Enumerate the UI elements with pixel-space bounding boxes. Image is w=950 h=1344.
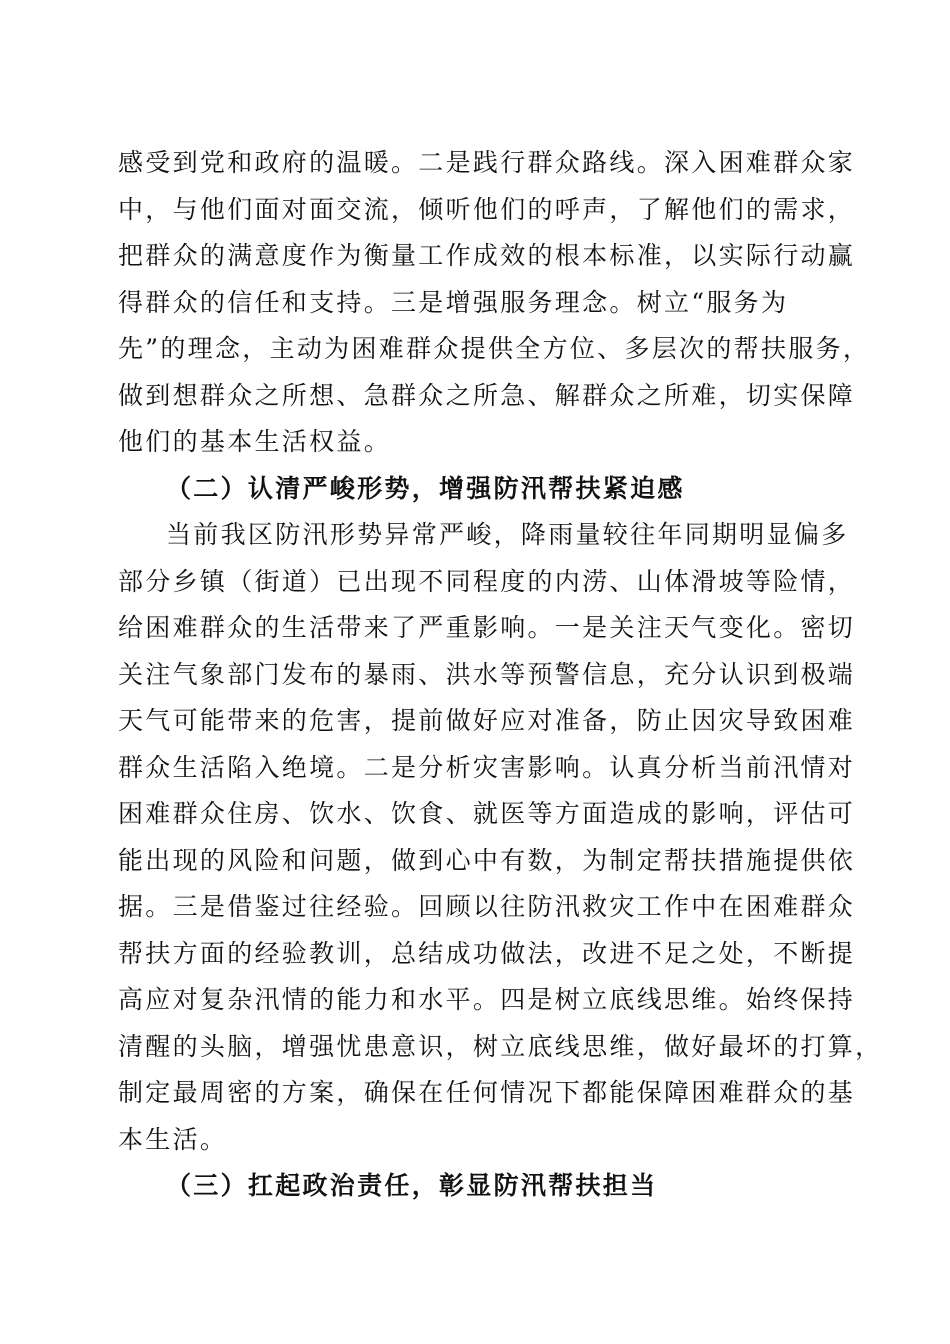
text-line: 做到想群众之所想、急群众之所急、解群众之所难，切实保障 <box>118 380 856 410</box>
text-line: 部分乡镇（街道）已出现不同程度的内涝、山体滑坡等险情， <box>118 566 856 596</box>
paragraph-start: 当前我区防汛形势异常严峻，降雨量较往年同期明显偏多 <box>166 520 849 549</box>
text-line: 据。三是借鉴过往经验。回顾以往防汛救灾工作中在困难群众 <box>118 892 856 921</box>
text-line: 清醒的头脑，增强忧患意识，树立底线思维，做好最坏的打算， <box>118 1031 883 1061</box>
text-line: 关注气象部门发布的暴雨、洪水等预警信息，充分认识到极端 <box>118 659 856 689</box>
text-line: 给困难群众的生活带来了严重影响。一是关注天气变化。密切 <box>118 613 856 642</box>
text-line: 制定最周密的方案，确保在任何情况下都能保障困难群众的基 <box>118 1078 856 1107</box>
text-line: 高应对复杂汛情的能力和水平。四是树立底线思维。始终保持 <box>118 985 856 1014</box>
text-line: 能出现的风险和问题，做到心中有数，为制定帮扶措施提供依 <box>118 845 856 875</box>
text-line: 感受到党和政府的温暖。二是践行群众路线。深入困难群众家 <box>118 148 856 177</box>
text-line: 困难群众住房、饮水、饮食、就医等方面造成的影响，评估可 <box>118 799 856 828</box>
text-line: 帮扶方面的经验教训，总结成功做法，改进不足之处，不断提 <box>118 938 856 968</box>
section-heading-2: （二）认清严峻形势，增强防汛帮扶紧迫感 <box>166 473 685 503</box>
text-line: 天气可能带来的危害，提前做好应对准备，防止因灾导致困难 <box>118 706 856 735</box>
text-line: 他们的基本生活权益。 <box>118 427 392 456</box>
text-line: 中，与他们面对面交流，倾听他们的呼声，了解他们的需求， <box>118 194 856 224</box>
document-body <box>118 140 883 1210</box>
text-line: 把群众的满意度作为衡量工作成效的根本标准，以实际行动赢 <box>118 241 856 270</box>
text-line: 先”的理念，主动为困难群众提供全方位、多层次的帮扶服务， <box>118 334 871 363</box>
text-line: 本生活。 <box>118 1124 228 1154</box>
section-heading-3: （三）扛起政治责任，彰显防汛帮扶担当 <box>166 1171 658 1200</box>
text-line: 群众生活陷入绝境。二是分析灾害影响。认真分析当前汛情对 <box>118 752 856 782</box>
text-line: 得群众的信任和支持。三是增强服务理念。树立“服务为 <box>118 287 789 317</box>
